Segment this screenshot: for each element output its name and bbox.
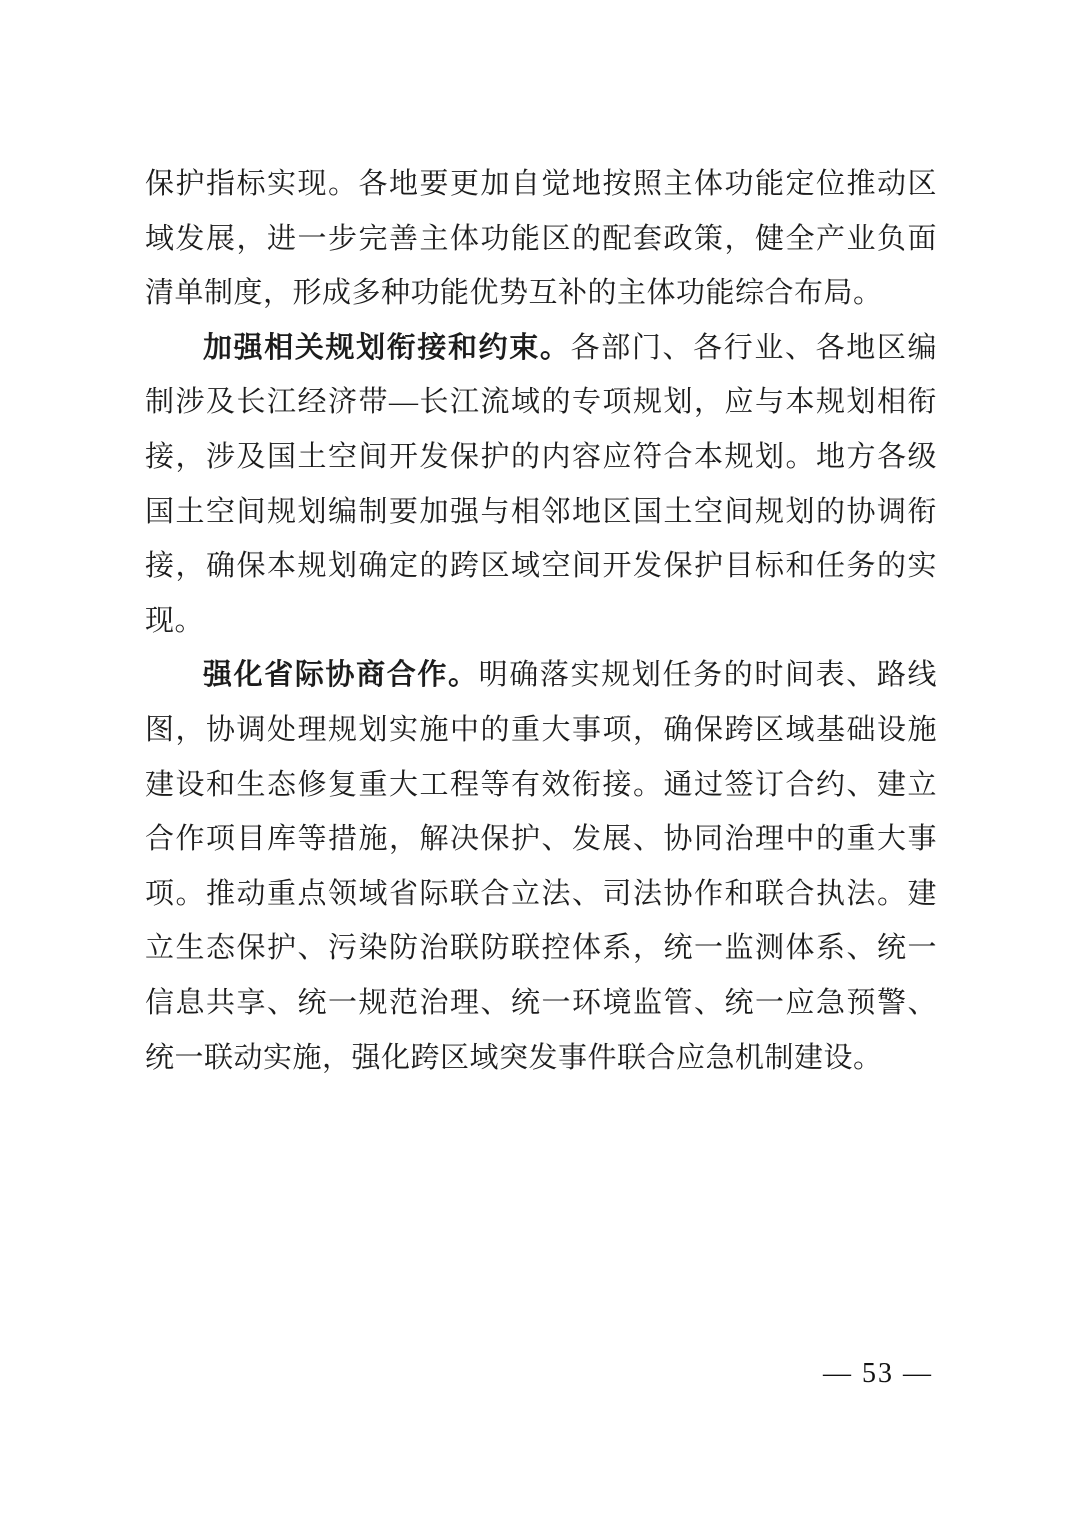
page-number: — 53 —: [823, 1358, 933, 1389]
paragraph-continuation: [145, 157, 937, 321]
page-footer: [823, 1358, 933, 1390]
paragraph-interprovincial-cooperation-lead: 强化省际协商合作。: [203, 659, 479, 692]
paragraph-interprovincial-cooperation: [145, 648, 937, 1085]
paragraph-continuation-text: 保护指标实现。各地要更加自觉地按照主体功能定位推动区域发展，进一步完善主体功能区的配套政策，健全产业负面清单制度，形成多种功能优势互补的主体功能综合布局。: [145, 168, 937, 310]
page-body: [145, 157, 937, 1085]
paragraph-planning-coordination: [145, 321, 937, 649]
paragraph-planning-coordination-lead: 加强相关规划衔接和约束。: [203, 331, 571, 364]
paragraph-interprovincial-cooperation-text: 明确落实规划任务的时间表、路线图，协调处理规划实施中的重大事项，确保跨区域基础设施建设和生态修复重大工程等有效衔接。通过签订合约、建立合作项目库等措施，解决保护、发展、协同治理中的重大事项。推动重点领域省际联合立法、司法协作和联合执法。建立生态保护、污染防治联防联控体系，统一监测体系、统一信息共享、统一规范治理、统一环境监管、统一应急预警、统一联动实施，强化跨区域突发事件联合应急机制建设。: [145, 659, 937, 1074]
paragraph-planning-coordination-text: 各部门、各行业、各地区编制涉及长江经济带—长江流域的专项规划，应与本规划相衔接，涉及国土空间开发保护的内容应符合本规划。地方各级国土空间规划编制要加强与相邻地区国土空间规划的协调衔接，确保本规划确定的跨区域空间开发保护目标和任务的实现。: [145, 331, 937, 637]
